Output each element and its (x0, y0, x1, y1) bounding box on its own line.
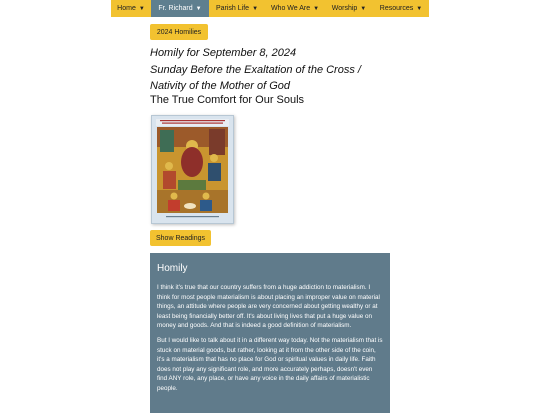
homilies-year-button[interactable]: 2024 Homilies (150, 24, 208, 40)
chevron-down-icon: ▼ (360, 5, 367, 12)
nav-item-worship[interactable] (325, 0, 373, 17)
nav-item-resources[interactable] (373, 0, 429, 17)
homily-heading: Homily (157, 263, 188, 274)
homily-date: Homily for September 8, 2024 (150, 47, 297, 59)
nav-item-fr-richard[interactable] (151, 0, 209, 17)
feast-icon-image (151, 115, 234, 224)
nav-item-label: Resources (379, 5, 414, 12)
chevron-down-icon: ▼ (313, 5, 320, 12)
chevron-down-icon: ▼ (195, 5, 202, 12)
chevron-down-icon: ▼ (416, 5, 423, 12)
homily-paragraph: I think it's true that our country suffers from a huge addiction to materialism. I think for most people materialism is about placing an improper value on material things, an attitude where people are very concerned about getting wealthy or at least being financially better off. It's about living lives that put a huge value on money and goods. And that is indeed a good definition of materialism. (157, 284, 380, 330)
homily-subtitle: Sunday Before the Exaltation of the Cross / Nativity of the Mother of God (150, 64, 361, 92)
nav-item-label: Parish Life (215, 5, 250, 12)
homily-panel (150, 253, 390, 413)
nav-item-parish-life[interactable] (209, 0, 265, 17)
homily-paragraph: But I would like to talk about it in a different way today. Not the materialism that is stuck on material goods, but rather, looking at it from the other side of the coin, it's a materialism that has no place for God or spiritual values in daily life. Faith does not play any significant role, and more accurately perhaps, doesn't even find ANY role, any place, or have any voice in the daily affairs of materialistic people. (157, 336, 383, 392)
nav-item-home[interactable] (111, 0, 151, 17)
chevron-down-icon: ▼ (138, 5, 145, 12)
page-title: The True Comfort for Our Souls (150, 94, 305, 106)
nav-item-label: Home (117, 5, 136, 12)
nav-item-label: Who We Are (270, 5, 311, 12)
nav-item-label: Fr. Richard (158, 5, 193, 12)
chevron-down-icon: ▼ (252, 5, 259, 12)
nav-item-who-we-are[interactable] (265, 0, 325, 17)
main-nav (111, 0, 429, 17)
show-readings-button[interactable]: Show Readings (150, 230, 211, 246)
nav-item-label: Worship (331, 5, 358, 12)
